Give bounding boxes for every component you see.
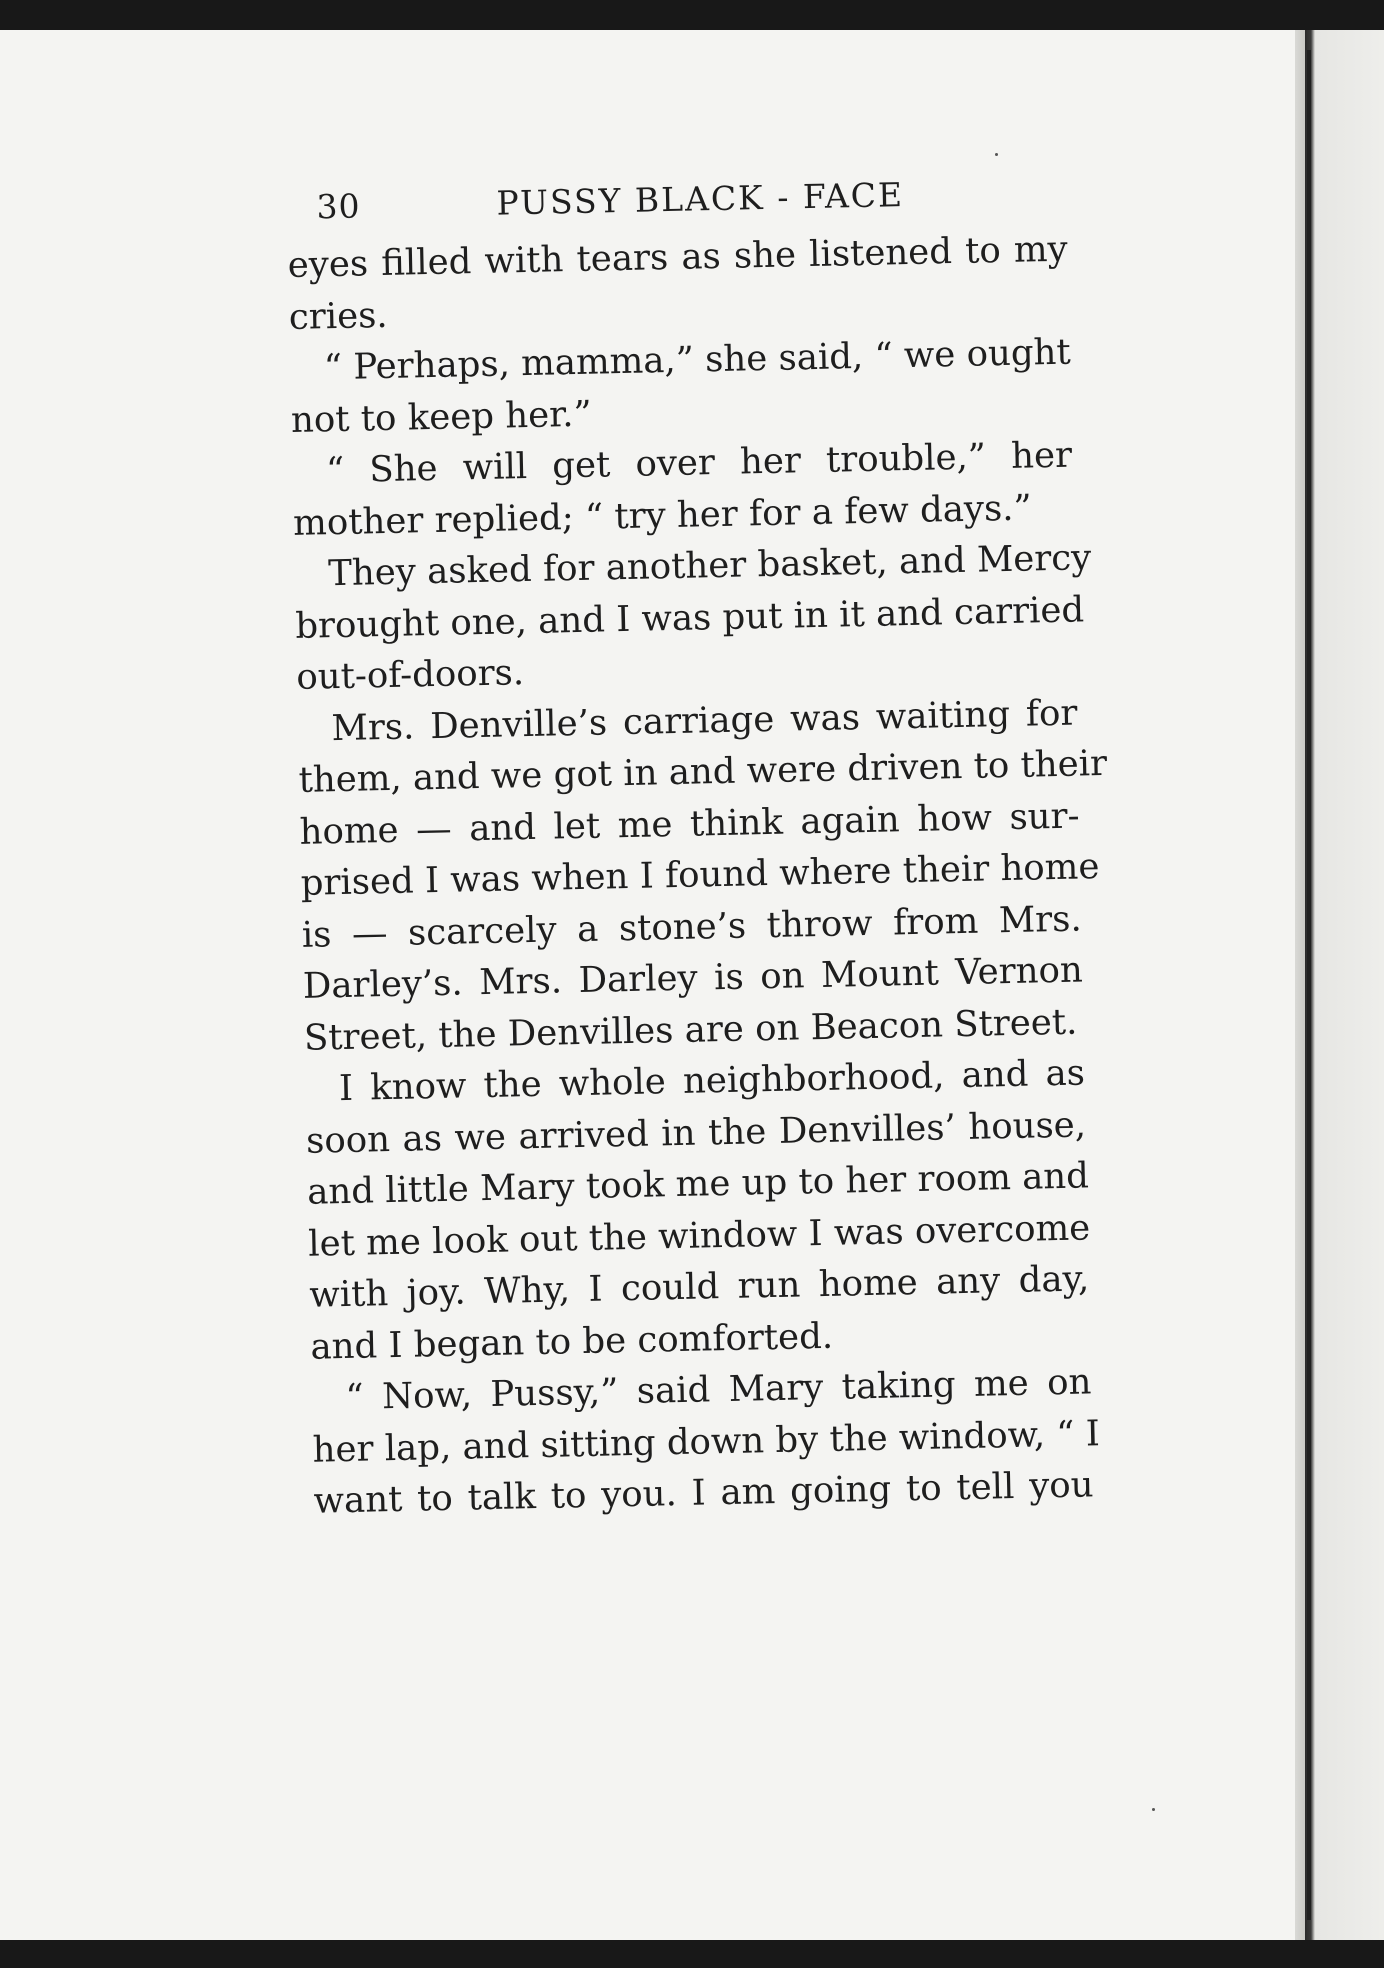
binding-line <box>1307 50 1311 1920</box>
text-line: Street, the Denvilles are on Beacon Street. <box>303 1001 1078 1059</box>
text-line: is — scarcely a stone’s throw from Mrs. <box>301 898 1083 956</box>
dust-speck <box>995 153 998 156</box>
book-title: PUSSY BLACK - FACE <box>496 175 905 223</box>
scan-border-top <box>0 0 1384 30</box>
text-line: with joy. Why, I could run home any day, <box>308 1258 1090 1316</box>
text-line: “ Perhaps, mamma,” she said, “ we ought <box>323 331 1072 389</box>
text-line: “ She will get over her trouble,” her <box>325 434 1073 492</box>
text-line: soon as we arrived in the Denvilles’ house, <box>305 1103 1087 1162</box>
page-text-block <box>286 164 1108 1528</box>
page-edge-shadow <box>1295 30 1305 1940</box>
dust-speck <box>1152 1808 1155 1811</box>
text-line: them, and we got in and were driven to their <box>298 742 1108 801</box>
text-line: brought one, and I was put in it and carried <box>294 588 1085 647</box>
text-line: cries. <box>288 294 388 338</box>
text-line: want to talk to you. I am going to tell you <box>313 1464 1094 1522</box>
text-line: “ Now, Pussy,” said Mary taking me on <box>345 1361 1092 1419</box>
text-line: Darley’s. Mrs. Darley is on Mount Vernon <box>302 949 1084 1007</box>
text-line: her lap, and sitting down by the window, “ I <box>312 1412 1101 1471</box>
book-binding-edge <box>1305 30 1384 1940</box>
text-line: and I began to be comforted. <box>310 1315 834 1368</box>
scan-border-bottom <box>0 1940 1384 1968</box>
text-line: mother replied; “ try her for a few days.” <box>292 486 1033 544</box>
text-line: not to keep her.” <box>290 393 593 441</box>
text-line: prised I was when I found where their home <box>300 846 1100 904</box>
text-line: out-of-doors. <box>295 652 525 698</box>
text-line: eyes filled with tears as she listened to my <box>287 228 1069 286</box>
text-line: They asked for another basket, and Mercy <box>327 537 1092 595</box>
text-line: home — and let me think again how sur- <box>299 795 1080 853</box>
text-line: let me look out the window I was overcome <box>307 1206 1091 1265</box>
text-line: and little Mary took me up to her room and <box>306 1155 1090 1213</box>
text-line: Mrs. Denville’s carriage was waiting for <box>331 692 1078 749</box>
text-line: I know the whole neighborhood, and as <box>338 1052 1086 1110</box>
page-number: 30 <box>316 186 361 227</box>
